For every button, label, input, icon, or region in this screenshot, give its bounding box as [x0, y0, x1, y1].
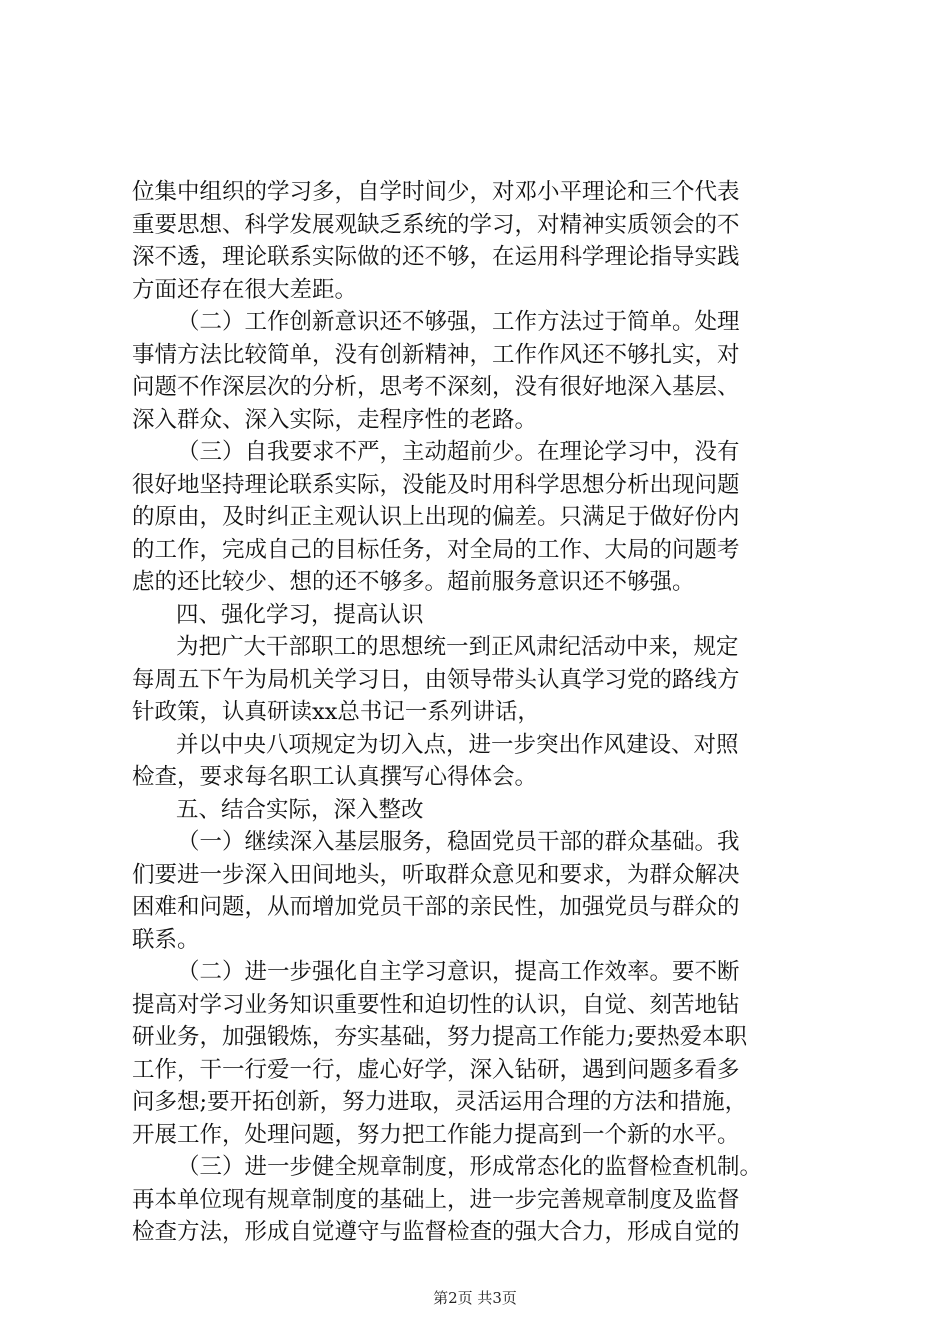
- text-line: 检查，要求每名职工认真撰写心得体会。: [132, 764, 538, 790]
- paragraph-heading: （二）进一步强化自主学习意识，提高工作效率。要不断: [177, 959, 740, 985]
- text-line: 针政策，认真研读xx总书记一系列讲话，: [132, 699, 540, 725]
- text-line: 的原由，及时纠正主观认识上出现的偏差。只满足于做好份内: [132, 504, 740, 530]
- text-line: 问题不作深层次的分析，思考不深刻，没有很好地深入基层、: [132, 374, 740, 400]
- text-line: 事情方法比较简单，没有创新精神，工作作风还不够扎实，对: [132, 341, 740, 368]
- text-line: 位集中组织的学习多，自学时间少，对邓小平理论和三个代表: [132, 179, 740, 205]
- paragraph-heading: （二）工作创新意识还不够强，工作方法过于简单。处理: [177, 309, 740, 335]
- text-line: 很好地坚持理论联系实际，没能及时用科学思想分析出现问题: [132, 471, 740, 498]
- text-line: 每周五下午为局机关学习日，由领导带头认真学习党的路线方: [132, 666, 740, 693]
- document-body: [132, 176, 832, 1249]
- page-number-footer: 第2页 共3页: [433, 1289, 517, 1307]
- text-line: 问多想;要开拓创新，努力进取，灵活运用合理的方法和措施，: [132, 1089, 748, 1115]
- text-line: 为把广大干部职工的思想统一到正风肃纪活动中来，规定: [176, 634, 739, 660]
- text-line: 工作，干一行爱一行，虚心好学，深入钻研，遇到问题多看多: [132, 1056, 740, 1083]
- text-line: 方面还存在很大差距。: [132, 276, 358, 303]
- text-line: 的工作，完成自己的目标任务，对全局的工作、大局的问题考: [132, 536, 740, 563]
- text-line: 虑的还比较少、想的还不够多。超前服务意识还不够强。: [132, 569, 695, 595]
- text-line: 深入群众、深入实际，走程序性的老路。: [132, 406, 538, 433]
- text-line: 困难和问题，从而增加党员干部的亲民性，加强党员与群众的: [132, 894, 740, 920]
- paragraph-heading: （一）继续深入基层服务，稳固党员干部的群众基础。我: [177, 829, 740, 855]
- text-line: 检查方法，形成自觉遵守与监督检查的强大合力，形成自觉的: [132, 1219, 740, 1245]
- text-line: 联系。: [132, 926, 200, 953]
- text-line: 提高对学习业务知识重要性和迫切性的认识，自觉、刻苦地钻: [132, 991, 740, 1018]
- paragraph-heading: （三）进一步健全规章制度，形成常态化的监督检查机制。: [177, 1154, 763, 1180]
- text-line: 并以中央八项规定为切入点，进一步突出作风建设、对照: [176, 731, 739, 758]
- text-line: 重要思想、科学发展观缺乏系统的学习，对精神实质领会的不: [132, 211, 740, 238]
- text-line: 再本单位现有规章制度的基础上，进一步完善规章制度及监督: [132, 1186, 740, 1213]
- text-line: 开展工作，处理问题，努力把工作能力提高到一个新的水平。: [132, 1121, 740, 1148]
- text-line: 研业务，加强锻炼，夯实基础，努力提高工作能力;要热爱本职: [132, 1024, 748, 1050]
- text-line: 深不透，理论联系实际做的还不够，在运用科学理论指导实践: [132, 244, 740, 270]
- section-heading: 五、结合实际，深入整改: [176, 796, 424, 823]
- section-heading: 四、强化学习，提高认识: [176, 601, 424, 628]
- paragraph-heading: （三）自我要求不严，主动超前少。在理论学习中，没有: [177, 439, 740, 465]
- text-line: 们要进一步深入田间地头，听取群众意见和要求，为群众解决: [132, 861, 740, 888]
